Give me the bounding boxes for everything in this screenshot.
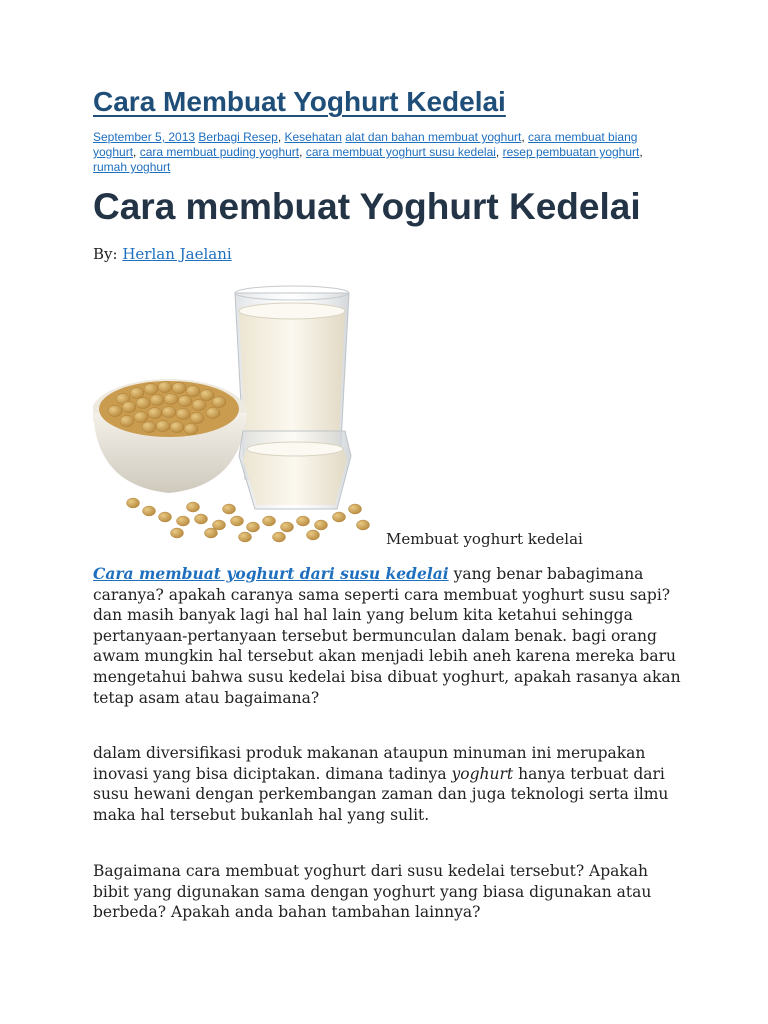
article-title-link[interactable]: Cara Membuat Yoghurt Kedelai <box>93 86 506 117</box>
soy-milk-photo <box>93 281 383 546</box>
paragraph-2-text-b: hanya terbuat dari susu hewani dengan perkembangan zaman dan juga teknologi serta ilmu maka hal tersebut bukanlah hal yang sulit. <box>93 764 669 824</box>
tag-link-yoghurt-susu-kedelai[interactable]: cara membuat yoghurt susu kedelai <box>305 145 496 159</box>
paragraph-2-emphasis: yoghurt <box>451 764 514 783</box>
post-meta: September 5, 2013 Berbagi Resep, Kesehatan alat dan bahan membuat yoghurt, cara membuat biang yoghurt, cara membuat puding yoghurt, cara membuat yoghurt susu kedelai, resep pembuatan yoghurt, rumah yoghurt <box>93 130 643 174</box>
byline <box>93 245 232 263</box>
byline-label: By: <box>93 245 118 263</box>
tag-link-alat-dan-bahan[interactable]: alat dan bahan membuat yoghurt <box>345 130 522 144</box>
photo-caption: Membuat yoghurt kedelai <box>386 530 583 548</box>
article-heading: Cara membuat Yoghurt Kedelai <box>93 186 641 227</box>
tag-link-puding-yoghurt[interactable]: cara membuat puding yoghurt <box>139 145 300 159</box>
paragraph-2-text-a: dalam diversifikasi produk makanan ataupun minuman ini merupakan inovasi yang bisa diciptakan. dimana tadinya <box>93 744 646 783</box>
paragraph-2 <box>93 743 683 825</box>
paragraph-1-text: yang benar babagimana caranya? apakah caranya sama seperti cara membuat yoghurt susu sapi? dan masih banyak lagi hal hal lain yang belum kita ketahui sehingga pertanyaan-pertanyaan tersebut bermunculan dalam benak. bagi orang awam mungkin hal tersebut akan menjadi lebih aneh karena mereka baru mengetahui bahwa susu kedelai bisa dibuat yoghurt, apakah rasanya akan tetap asam atau bagaimana? <box>93 565 681 707</box>
category-link-kesehatan[interactable]: Kesehatan <box>284 130 342 144</box>
post-date-link[interactable]: September 5, 2013 <box>93 130 196 144</box>
paragraph-1 <box>93 564 683 708</box>
author-link[interactable]: Herlan Jaelani <box>122 245 232 263</box>
category-link-berbagi-resep[interactable]: Berbagi Resep <box>198 130 278 144</box>
tag-link-biang-yoghurt[interactable]: cara membuat biang yoghurt <box>93 130 638 159</box>
tag-link-rumah-yoghurt[interactable]: rumah yoghurt <box>93 160 171 174</box>
tag-link-resep-pembuatan[interactable]: resep pembuatan yoghurt <box>502 145 640 159</box>
yoghurt-kedelai-link[interactable]: Cara membuat yoghurt dari susu kedelai <box>93 564 449 583</box>
paragraph-3: Bagaimana cara membuat yoghurt dari susu kedelai tersebut? Apakah bibit yang digunakan sama dengan yoghurt yang biasa digunakan atau berbeda? Apakah anda bahan tambahan lainnya? <box>93 862 652 922</box>
